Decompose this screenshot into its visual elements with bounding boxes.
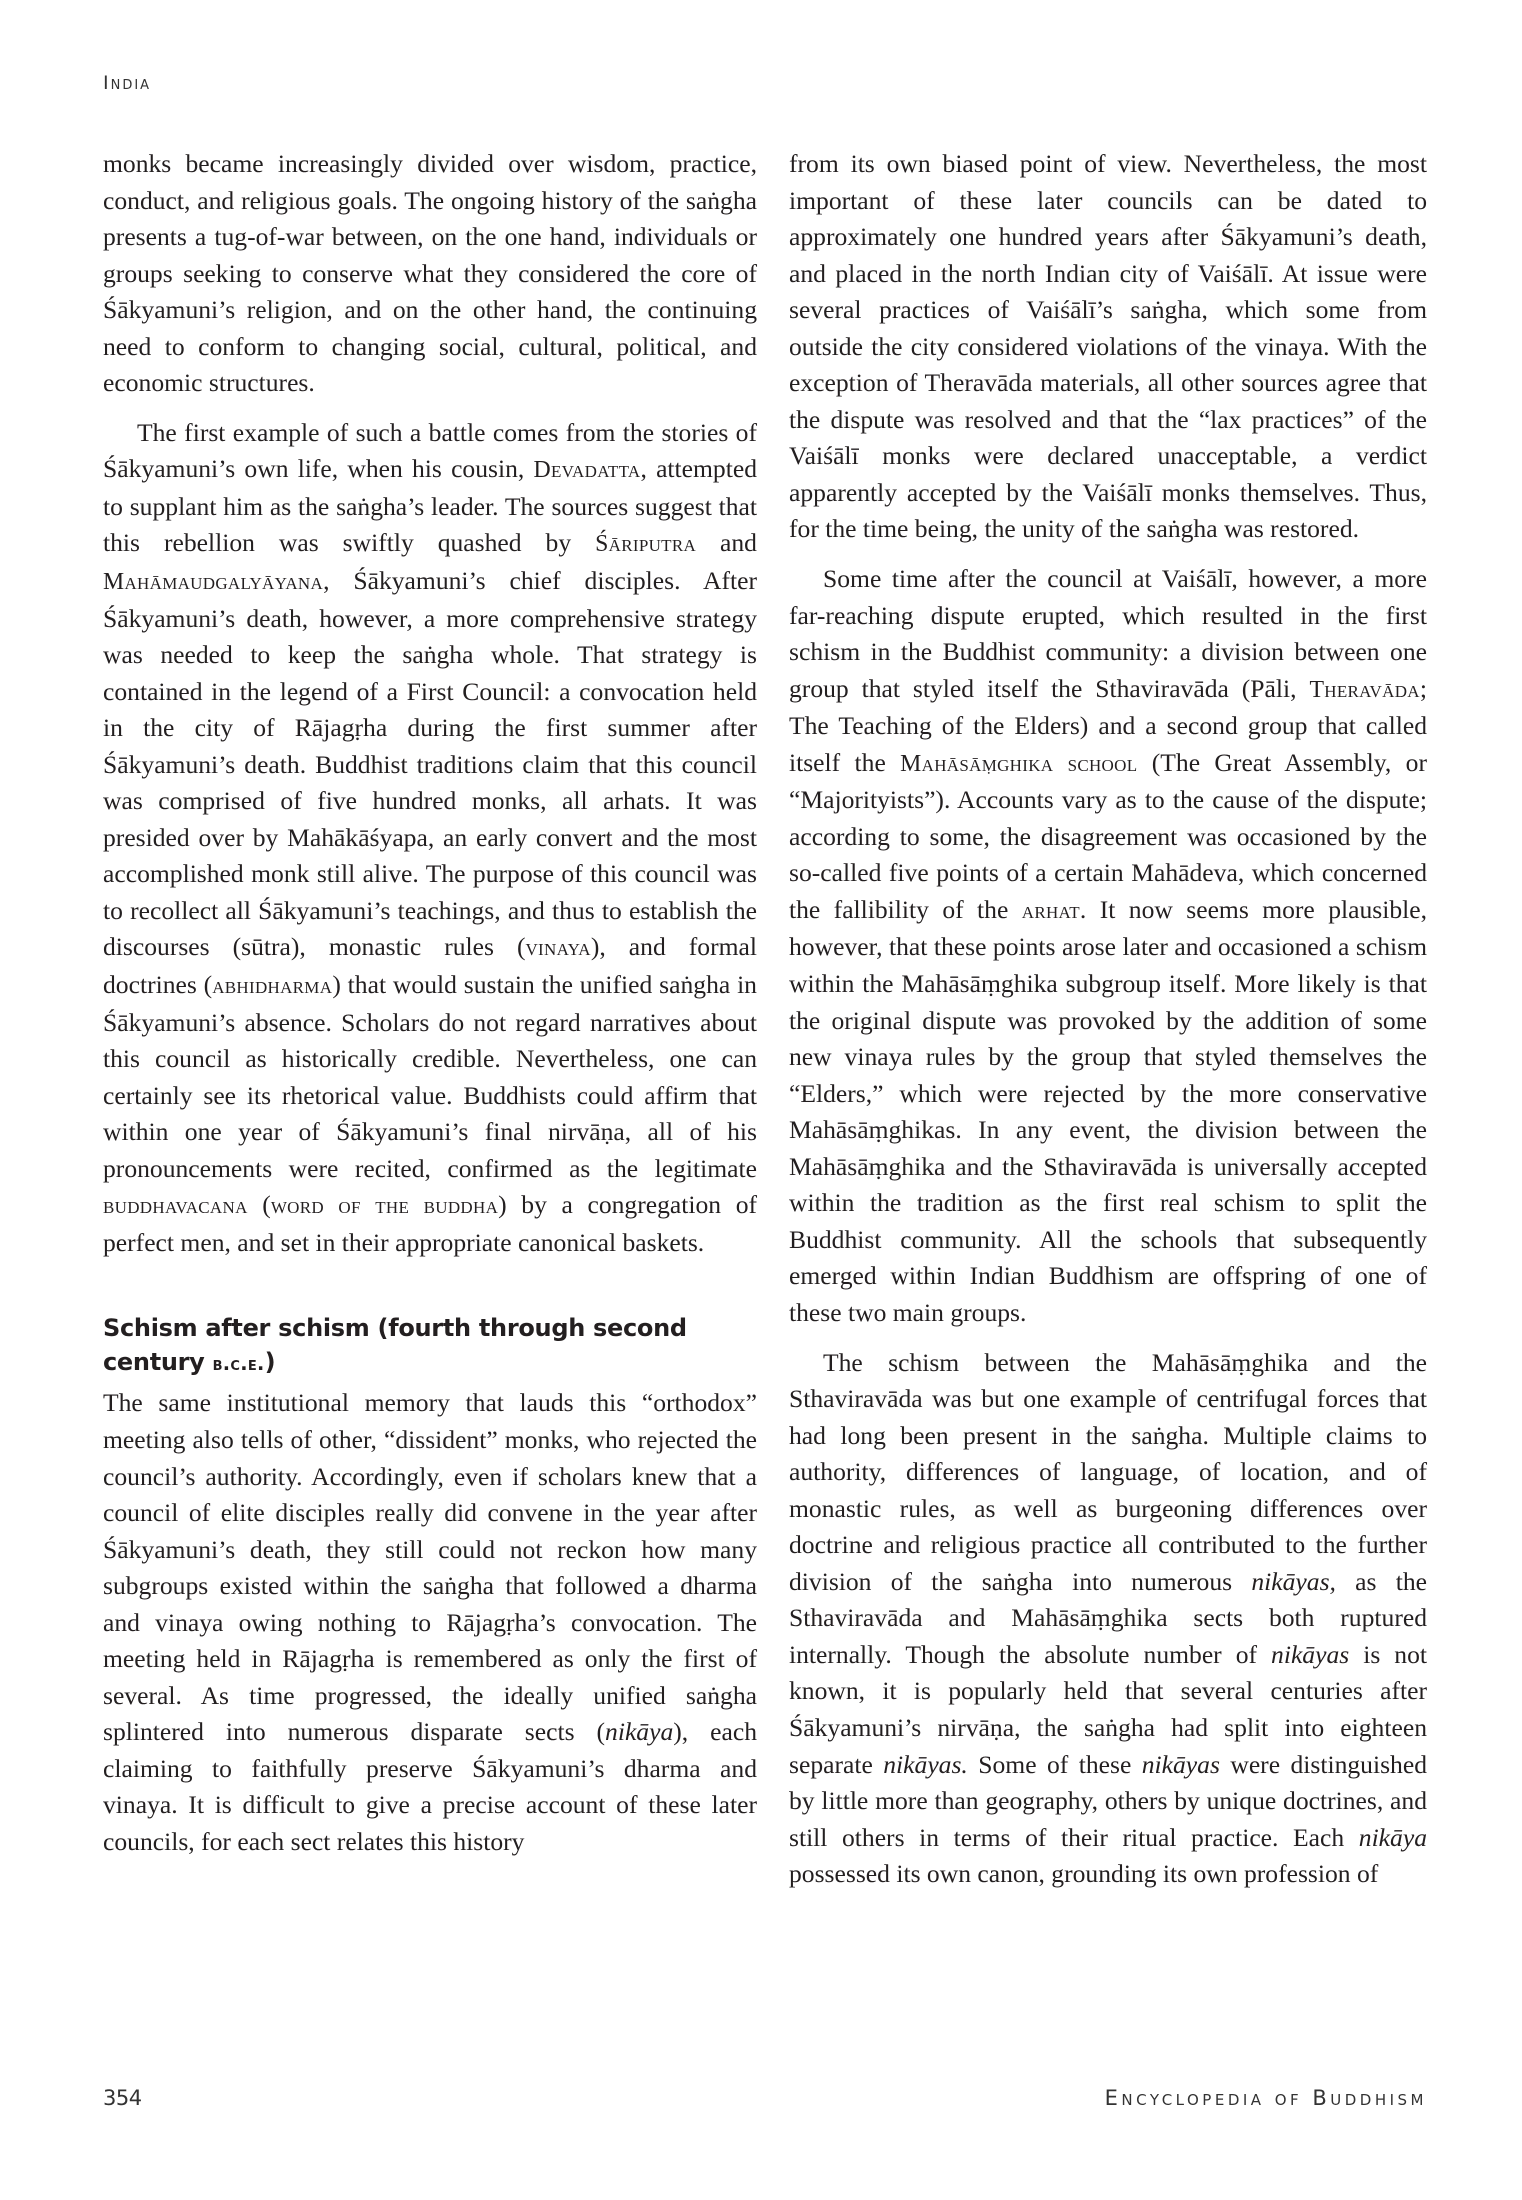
paragraph: monks became increasingly divided over wisdom, practice, conduct, and religious goals. The ongoing history of the saṅgha presents a tug-of-war between, on the one hand, individuals or groups seeking to conserve what they considered the core of Śākyamuni’s religion, and on the other hand, the continuing need to conform to changing social, cultural, political, and economic structures.: [103, 149, 757, 398]
text-run: (: [247, 1190, 271, 1220]
text-run: The same institutional memory that lauds this “orthodox” meeting also tells of other, “dissident” monks, who rejected the council’s authority. Accordingly, even if scholars knew that a council of elite disciples really did convene in the year after Śākyamuni’s death, they still could not reckon how many subgroups existed within the saṅgha that followed a dharma and vinaya owing nothing to Rājagṛha’s convocation. The meeting held in Rājagṛha is remembered as only the first of several. As time progressed, the ideally unified saṅgha splintered into numerous disparate sects (: [103, 1388, 757, 1747]
italic-term: nikāya: [1358, 1822, 1427, 1852]
paragraph: from its own biased point of view. Nevertheless, the most important of these later councils can be dated to approximately one hundred years after Śākyamuni’s death, and placed in the north Indian city of Vaiśālī. At issue were several practices of Vaiśālī’s saṅgha, which some from outside the city considered violations of the vinaya. With the exception of Theravāda materials, all other sources agree that the dispute was resolved and that the “lax practices” of the Vaiśālī monks were declared unacceptable, a verdict apparently accepted by the Vaiśālī monks themselves. Thus, for the time being, the unity of the saṅgha was restored.: [789, 149, 1427, 544]
text-run: The schism between the Mahāsāṃghika and the Sthaviravāda was but one example of centrifugal forces that had long been present in the saṅgha. Multiple claims to authority, differences of language, of location, and of monastic rules, as well as burgeoning differences over doctrine and religious practice all contributed to the further division of the saṅgha into numerous: [789, 1347, 1427, 1596]
cross-reference-vinaya[interactable]: vinaya: [525, 935, 591, 962]
text-run: ; The Teaching of the Elders) and a second group that called itself the: [789, 673, 1427, 777]
text-run: (The Great Assembly, or “Majorityists”). Accounts vary as to the cause of the dispute; according to some, the disagreement was occasioned by the so-called five points of a certain Mahādeva, which concerned the fallibility of the: [789, 747, 1428, 924]
italic-term: nikāyas: [1141, 1749, 1220, 1779]
heading-text: Schism after schism (fourth through second century: [103, 1314, 687, 1377]
paragraph: [103, 1385, 757, 1860]
text-run: , attempted to supplant him as the saṅgha’s leader. The sources suggest that this rebellion was swiftly quashed by: [103, 454, 757, 558]
cross-reference-sariputra[interactable]: Śāriputra: [595, 531, 697, 558]
text-run: The first example of such a battle comes from the stories of Śākyamuni’s own life, when his cousin,: [103, 417, 757, 484]
text-run: as the Sthaviravāda and Mahāsāṃghika sects both ruptured internally. Though the absolute number of: [789, 1566, 1428, 1669]
italic-term: nikāyas.: [883, 1749, 968, 1779]
paragraph: [789, 561, 1427, 1331]
heading-close: ): [264, 1348, 276, 1377]
cross-reference-mahasamghika-school[interactable]: Mahāsāṃghika school: [900, 750, 1138, 777]
cross-reference-abhidharma[interactable]: abhidharma: [212, 973, 333, 1000]
text-run: ), each claiming to faithfully preserve Śākyamuni’s dharma and vinaya. It is difficult to give a precise account of these later councils, for each sect relates this history: [103, 1717, 758, 1856]
left-column: [103, 146, 757, 1861]
italic-term: nikāyas,: [1251, 1566, 1336, 1596]
heading-era: b.c.e.: [212, 1352, 265, 1376]
cross-reference-buddhavacana[interactable]: buddhavacana: [103, 1193, 248, 1220]
text-run: Some time after the council at Vaiśālī, however, a more far-reaching dispute erupted, which resulted in the first schism in the Buddhist community: a division between one group that styled itself the Sthaviravāda (Pāli,: [789, 564, 1427, 703]
text-run: . It now seems more plausible, however, that these points arose later and occasioned a schism within the Mahāsāṃghika subgroup itself. More likely is that the original dispute was provoked by the addition of some new vinaya rules by the group that styled themselves the “Elders,” which were rejected by the more conservative Mahāsāṃghikas. In any event, the division between the Mahāsāṃghika and the Sthaviravāda is universally accepted within the tradition as the first real schism to split the Buddhist community. All the schools that subsequently emerged within Indian Buddhism are offspring of one of these two main groups.: [789, 894, 1428, 1327]
text-run: is not known, it is popularly held that several centuries after Śākyamuni’s nirvāṇa, the saṅgha had split into eighteen separate: [789, 1639, 1427, 1779]
paragraph: [789, 1345, 1427, 1893]
text-run: ) by a congregation of perfect men, and set in their appropriate canonical baskets.: [103, 1190, 758, 1257]
text-run: , Śākyamuni’s chief disciples. After Śākyamuni’s death, however, a more comprehensive strategy was needed to keep the saṅgha whole. That strategy is contained in the legend of a First Council: a convocation held in the city of Rājagṛha during the first summer after Śākyamuni’s death. Buddhist traditions claim that this council was comprised of five hundred monks, all arhats. It was presided over by Mahākāśyapa, an early convert and the most accomplished monk still alive. The purpose of this council was to recollect all Śākyamuni’s teachings, and thus to establish the discourses (sūtra), monastic rules (: [103, 566, 757, 962]
publication-title: Encyclopedia of Buddhism: [1104, 2086, 1427, 2110]
text-run: were distinguished by little more than geography, others by unique doctrines, and still others in terms of their ritual practice. Each: [789, 1749, 1427, 1852]
italic-term: nikāyas: [1271, 1639, 1350, 1669]
italic-term: nikāya: [605, 1717, 674, 1747]
cross-reference-arhat[interactable]: arhat: [1021, 897, 1080, 924]
cross-reference-mahamaudgalyayana[interactable]: Mahāmaudgalyāyana: [103, 569, 324, 596]
page-number: 354: [103, 2086, 142, 2110]
text-run: ), and formal doctrines (: [103, 932, 757, 1000]
cross-reference-devadatta[interactable]: Devadatta: [533, 457, 641, 484]
cross-reference-word-of-the-buddha[interactable]: word of the buddha: [270, 1193, 499, 1220]
right-column: [789, 146, 1427, 1893]
section-heading: [103, 1311, 757, 1381]
text-run: and: [696, 528, 757, 558]
cross-reference-theravada[interactable]: Theravāda: [1309, 676, 1420, 703]
running-head: India: [103, 72, 152, 94]
text-run: ) that would sustain the unified saṅgha in Śākyamuni’s absence. Scholars do not regard narratives about this council as historically credible. Nevertheless, one can certainly see its rhetorical value. Buddhists could affirm that within one year of Śākyamuni’s final nirvāṇa, all of his pronouncements were recited, confirmed as the legitimate: [103, 970, 757, 1183]
paragraph: [103, 415, 757, 1262]
text-run: possessed its own canon, grounding its own profession of: [789, 1859, 1379, 1889]
text-run: Some of these: [967, 1749, 1142, 1779]
